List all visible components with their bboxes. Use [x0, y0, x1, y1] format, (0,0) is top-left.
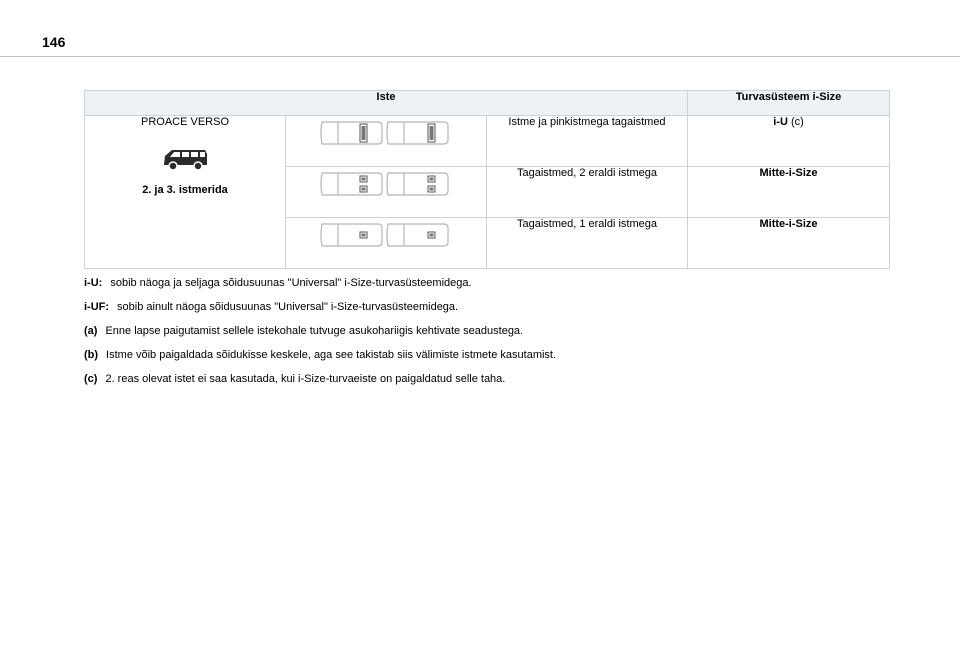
header-seat: Iste: [85, 91, 688, 116]
footnote-text: 2. reas olevat istet ei saa kasutada, kui i-Size-turvaeiste on paigaldatud selle taha.: [105, 373, 506, 385]
diagram-cell: [286, 167, 487, 218]
table-row: [85, 116, 890, 167]
row-description: Istme ja pinkistmega tagaistmed: [487, 116, 688, 167]
footnote-key: i-UF:: [84, 301, 110, 313]
footnote-key: (c): [84, 373, 98, 385]
row-rating: [688, 116, 890, 167]
van-icon: [161, 146, 209, 172]
row-description: Tagaistmed, 1 eraldi istmega: [487, 218, 688, 269]
footnote-text: Istme võib paigaldada sõidukisse keskele, aga see takistab siis välimiste istmete kasutamist.: [106, 349, 557, 361]
model-name: PROACE VERSO: [140, 116, 230, 128]
footnote: [84, 348, 884, 362]
table-header-row: [85, 91, 890, 116]
seat-layout-bench-icon: [318, 116, 454, 150]
diagram-cell: [286, 116, 487, 167]
seat-layout-two-seats-icon: [318, 167, 454, 201]
footnote: [84, 300, 884, 314]
footnote: [84, 276, 884, 290]
row-rating: [688, 167, 890, 218]
footnote-key: (a): [84, 325, 98, 337]
footnote-text: sobib näoga ja seljaga sõidusuunas "Universal" i-Size-turvasüsteemidega.: [110, 277, 472, 289]
footnotes: [84, 276, 884, 396]
footnote-key: (b): [84, 349, 99, 361]
page-number: 146: [42, 34, 66, 50]
header-system: Turvasüsteem i-Size: [688, 91, 890, 116]
rating-suffix: (c): [787, 116, 804, 128]
rating-bold: i-U: [773, 116, 788, 128]
header-rule: [0, 56, 960, 57]
rating-bold: Mitte-i-Size: [759, 218, 818, 230]
diagram-cell: [286, 218, 487, 269]
footnote-text: Enne lapse paigutamist sellele istekohale tutvuge asukohariigis kehtivate seadustega.: [105, 325, 524, 337]
footnote: [84, 324, 884, 338]
row-description: Tagaistmed, 2 eraldi istmega: [487, 167, 688, 218]
seat-compatibility-table: [84, 90, 890, 269]
footnote: [84, 372, 884, 386]
seat-layout-one-seat-icon: [318, 218, 454, 252]
rows-label: 2. ja 3. istmerida: [142, 184, 228, 196]
footnote-key: i-U:: [84, 277, 103, 289]
row-rating: [688, 218, 890, 269]
model-cell: [85, 116, 286, 269]
footnote-text: sobib ainult näoga sõidusuunas "Universal" i-Size-turvasüsteemidega.: [117, 301, 459, 313]
rating-bold: Mitte-i-Size: [759, 167, 818, 179]
